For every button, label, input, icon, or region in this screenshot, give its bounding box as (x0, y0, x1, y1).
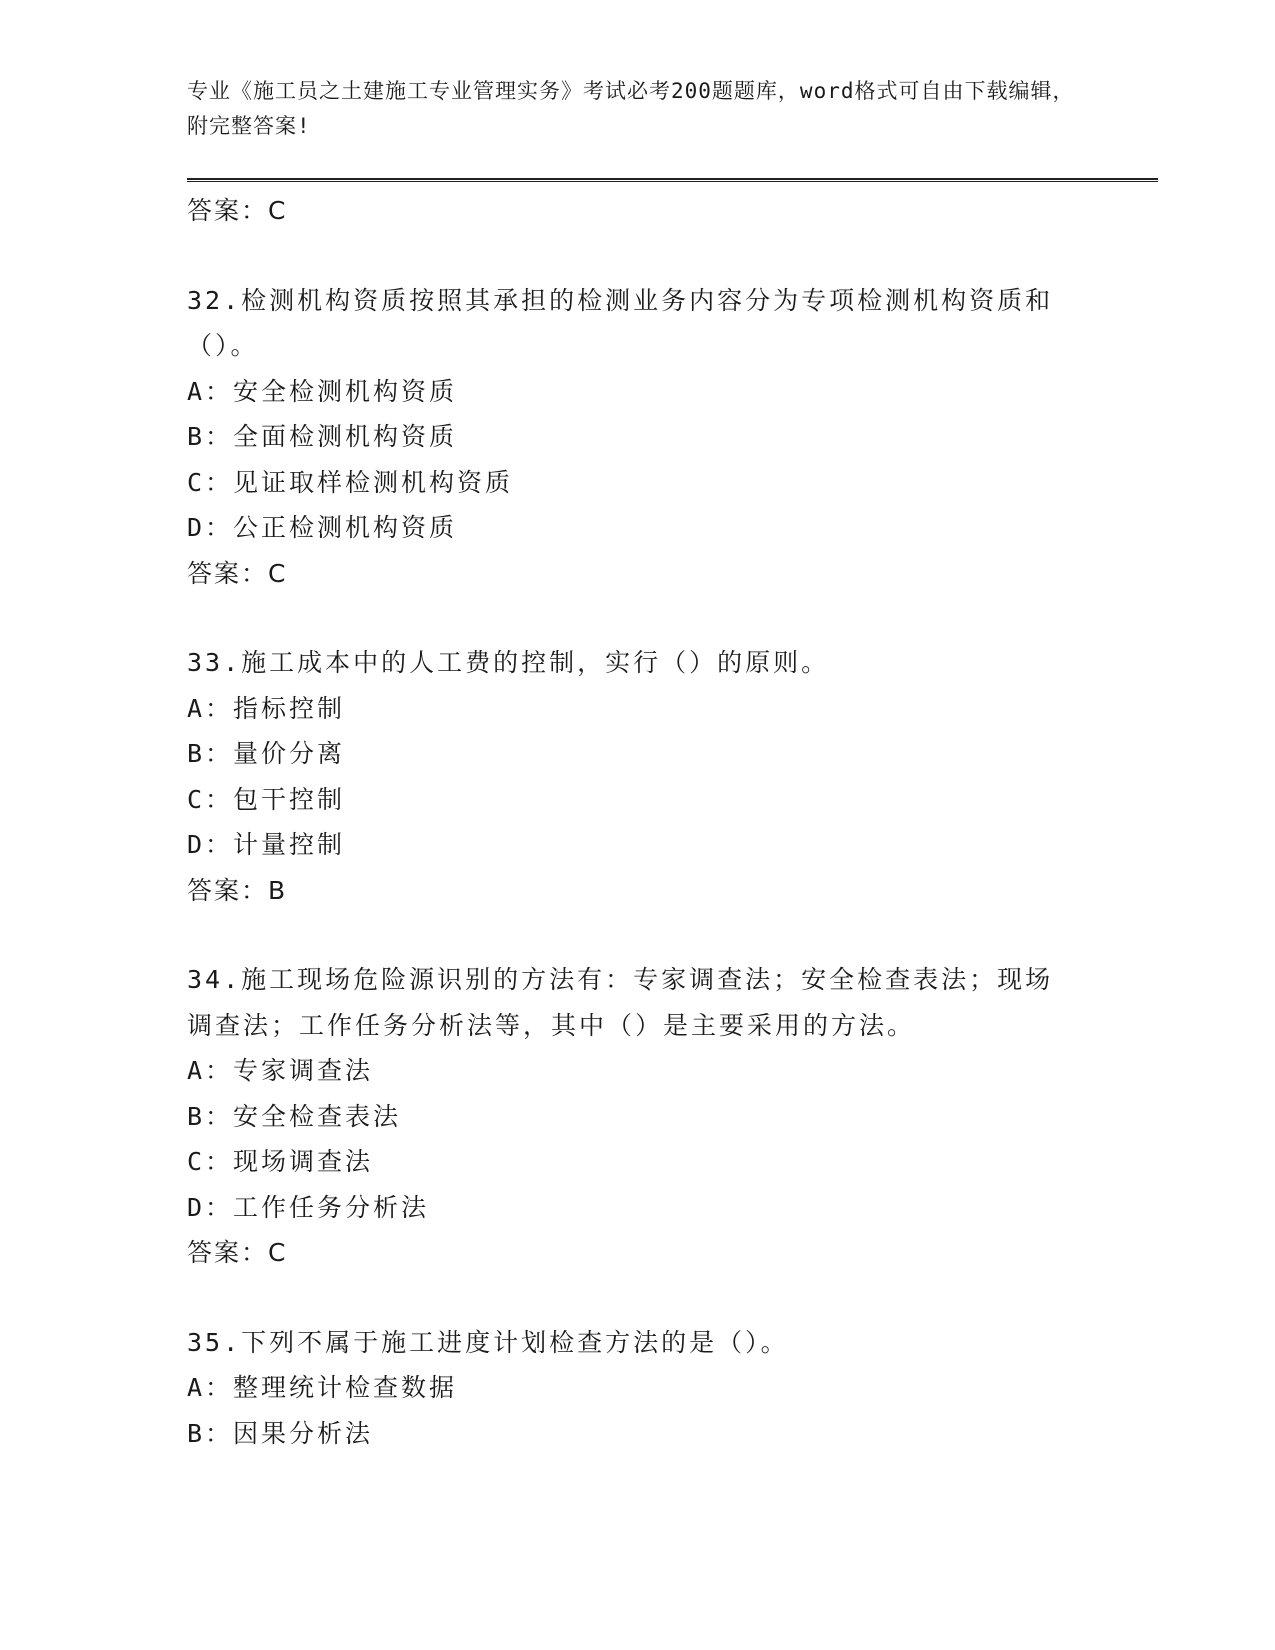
document-body (187, 188, 1137, 1456)
question-33 (187, 640, 1137, 913)
question-stem: 34.施工现场危险源识别的方法有：专家调查法；安全检查表法；现场 (187, 965, 1054, 994)
option-d: D：工作任务分析法 (187, 1192, 430, 1222)
question-32 (187, 278, 1137, 597)
option-c: C：现场调查法 (187, 1147, 374, 1176)
question-34 (187, 957, 1137, 1276)
answer: 答案：B (187, 875, 288, 905)
option-b: B：因果分析法 (187, 1418, 374, 1448)
answer: 答案：C (187, 558, 288, 588)
option-c: C：见证取样检测机构资质 (187, 467, 514, 497)
question-35 (187, 1320, 1137, 1457)
question-stem: 35.下列不属于施工进度计划检查方法的是（）。 (187, 1327, 789, 1357)
option-c: C：包干控制 (187, 784, 346, 814)
option-b: B：量价分离 (187, 739, 346, 768)
option-d: D：计量控制 (187, 830, 346, 859)
question-stem-continued: 调查法；工作任务分析法等，其中（）是主要采用的方法。 (187, 1010, 916, 1040)
header-divider (187, 178, 1158, 182)
option-b: B：全面检测机构资质 (187, 422, 458, 451)
answer-31: 答案：C (187, 196, 288, 225)
option-b: B：安全检查表法 (187, 1101, 402, 1131)
question-stem-continued: （）。 (187, 331, 259, 360)
question-stem: 33.施工成本中的人工费的控制，实行（）的原则。 (187, 648, 830, 677)
option-a: A：安全检测机构资质 (187, 376, 458, 406)
answer: 答案：C (187, 1238, 288, 1267)
option-d: D：公正检测机构资质 (187, 513, 458, 542)
option-a: A：专家调查法 (187, 1056, 374, 1085)
option-a: A：指标控制 (187, 693, 346, 723)
question-stem: 32.检测机构资质按照其承担的检测业务内容分为专项检测机构资质和 (187, 285, 1054, 315)
document-header: 专业《施工员之土建施工专业管理实务》考试必考200题题库，word格式可自由下载编辑，附完整答案! (187, 79, 1075, 138)
option-a: A：整理统计检查数据 (187, 1373, 458, 1402)
